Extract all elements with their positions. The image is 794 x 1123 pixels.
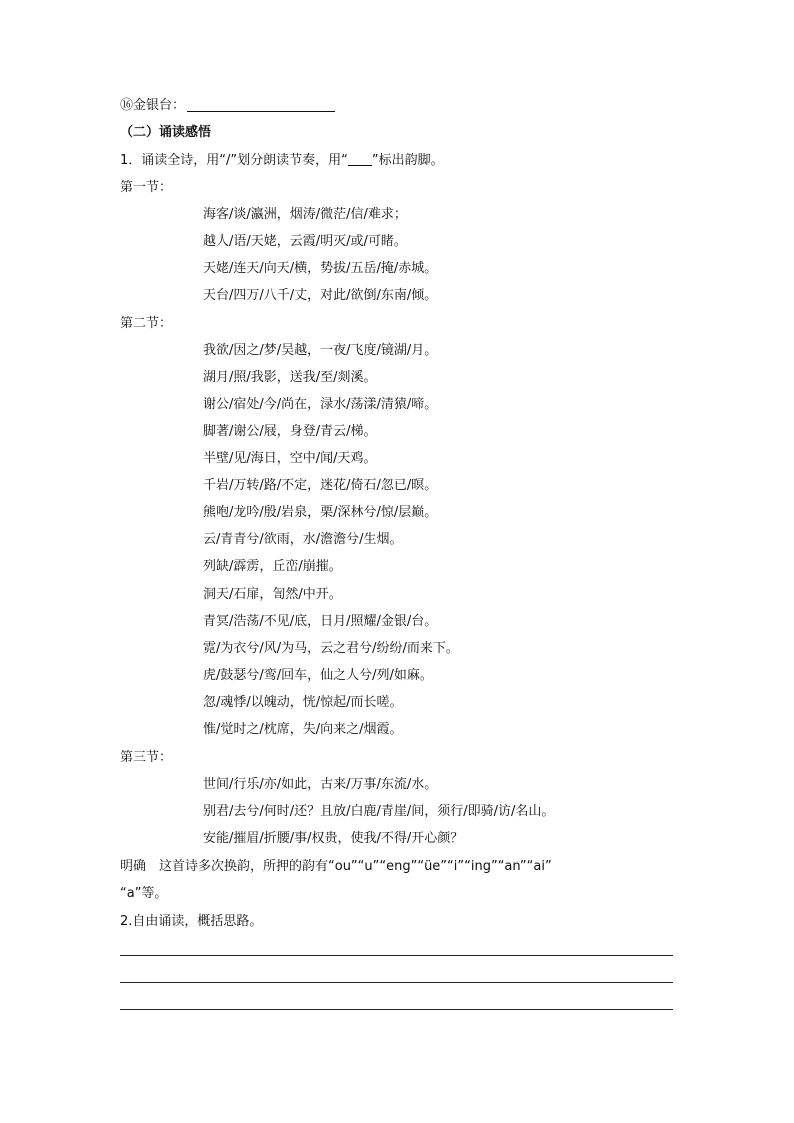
section-title: （二）诵读感悟 [120,125,212,140]
answer-writing-line[interactable] [120,1009,673,1010]
poem-line: 惟/觉时之/枕席，失/向来之/烟霞。 [203,722,403,737]
poem-line: 天台/四万/八千/丈，对此/欲倒/东南/倾。 [203,288,438,303]
question-1-prefix: 1．诵读全诗，用“/”划分朗读节奏，用“ [120,153,348,168]
question-1 [120,152,444,170]
poem-line: 千岩/万转/路/不定，迷花/倚石/忽已/暝。 [203,478,438,493]
poem-line: 列缺/霹雳，丘峦/崩摧。 [203,559,342,574]
question-1-suffix: ”标出韵脚。 [371,153,444,168]
question-2: 2.自由诵读，概括思路。 [120,914,263,929]
item-jinyintai [120,97,335,115]
item-jinyintai-label: ⑯金银台： [120,98,186,113]
poem-line: 别君/去兮/何时/还？且放/白鹿/青崖/间，须行/即骑/访/名山。 [203,804,555,819]
answer-writing-line[interactable] [120,982,673,983]
poem-line: 脚著/谢公/屐，身登/青云/梯。 [203,424,377,439]
stanza-1-label: 第一节： [120,180,173,195]
stanza-3-label: 第三节： [120,750,173,765]
poem-line: 洞天/石扉，訇然/中开。 [203,587,342,602]
poem-line: 海客/谈/瀛洲，烟涛/微茫/信/难求； [203,207,407,222]
poem-line: 霓/为衣兮/风/为马，云之君兮/纷纷/而来下。 [203,641,459,656]
poem-line: 虎/鼓瑟兮/鸾/回车，仙之人兮/列/如麻。 [203,668,433,683]
poem-line: 天姥/连天/向天/横，势拔/五岳/掩/赤城。 [203,261,438,276]
poem-line: 半壁/见/海日，空中/闻/天鸡。 [203,451,377,466]
poem-line: 湖月/照/我影，送我/至/剡溪。 [203,370,377,385]
rhyme-mark-sample [348,153,372,166]
poem-line: 熊咆/龙吟/殷/岩泉，栗/深林兮/惊/层巅。 [203,505,438,520]
answer-line-2: “a”等。 [120,886,168,901]
stanza-2-label: 第二节： [120,316,173,331]
poem-line: 青冥/浩荡/不见/底，日月/照耀/金银/台。 [203,614,438,629]
answer-line-1: 明确 这首诗多次换韵，所押的韵有“ou”“u”“eng”“üe”“i”“ing”“an”“ai” [120,859,552,874]
poem-line: 云/青青兮/欲雨，水/澹澹兮/生烟。 [203,532,403,547]
poem-line: 忽/魂悸/以魄动，恍/惊起/而长嗟。 [203,695,403,710]
poem-line: 安能/摧眉/折腰/事/权贵，使我/不得/开心颜？ [203,831,464,846]
jinyintai-answer-blank[interactable] [187,97,335,112]
poem-line: 世间/行乐/亦/如此，古来/万事/东流/水。 [203,777,438,792]
poem-line: 越人/语/天姥，云霞/明灭/或/可睹。 [203,234,407,249]
answer-writing-line[interactable] [120,955,673,956]
poem-line: 我欲/因之/梦/吴越，一夜/飞度/镜湖/月。 [203,343,438,358]
poem-line: 谢公/宿处/今/尚在，渌水/荡漾/清猿/啼。 [203,397,438,412]
